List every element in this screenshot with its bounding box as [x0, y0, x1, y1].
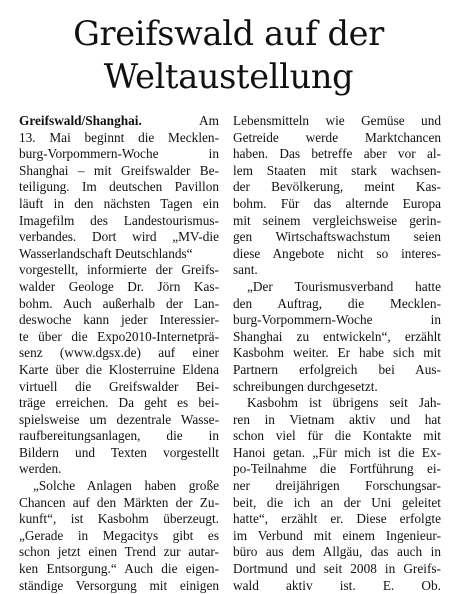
line-text: Am: [199, 113, 219, 128]
line-text: vorgestellt, informierte der Greifs-: [19, 262, 219, 278]
article-column-right: [233, 113, 441, 594]
line-text: ken Entsorgung.“ Auch die eigen-: [19, 561, 219, 577]
line-text: verbandes. Dort wird „MV-die: [19, 229, 219, 245]
line-text: haben. Das betreffe aber vor al-: [233, 146, 441, 162]
text-line: [233, 528, 441, 545]
line-text: Imagefilm des Landestourismus-: [19, 212, 219, 228]
text-line: [19, 395, 219, 412]
line-text: burg-Vorpommern-Woche in: [19, 146, 219, 162]
text-line: [19, 428, 219, 445]
line-text: Shanghai zu entwickeln“, erzählt: [233, 328, 441, 344]
line-text: Shanghai – mit Greifswalder Be-: [19, 162, 219, 178]
text-line: [233, 561, 441, 578]
line-text: werden.: [19, 461, 62, 477]
dateline: Greifswald/Shanghai.: [19, 113, 142, 128]
line-text: Partnern erfolgreich bei Aus-: [233, 361, 441, 377]
text-line: [19, 329, 219, 346]
line-text: Karte über die Klosterruine Eldena: [19, 361, 219, 377]
line-text: Bildern und Texten vorgestellt: [19, 444, 219, 460]
line-text: 13. Mai beginnt die Mecklen-: [19, 129, 219, 145]
line-text: ner dreijährigen Forschungsar-: [233, 478, 441, 494]
line-text: im Verbund mit einem Ingenieur-: [233, 527, 441, 543]
text-line: [233, 229, 441, 246]
text-line: [19, 246, 219, 263]
line-text: Hanoi getan. „Für mich ist die Ex-: [233, 444, 441, 460]
text-line: [19, 146, 219, 163]
line-text: mit seinem vergleichsweise gerin-: [233, 212, 441, 228]
line-text: ständige Versorgung mit einigen: [19, 577, 219, 593]
line-text: Chancen auf den Märkten der Zu-: [19, 494, 219, 510]
line-text: schreibungen durchgesetzt.: [233, 378, 378, 394]
line-text: wald aktiv ist. E. Ob.: [233, 577, 441, 593]
text-line: [19, 113, 219, 130]
text-line: [19, 511, 219, 528]
text-line: [233, 379, 441, 396]
line-text: Lebensmitteln wie Gemüse und: [233, 113, 441, 128]
line-text: läuft in den nächsten Tagen ein: [19, 195, 219, 211]
text-line: [233, 495, 441, 512]
text-line: [233, 163, 441, 180]
line-text: schon viel für die Kontakte mit: [233, 428, 441, 444]
text-line: [233, 312, 441, 329]
text-line: [233, 246, 441, 263]
text-line: [19, 412, 219, 429]
line-text: der Bevölkerung, meint Kas-: [233, 179, 441, 195]
line-text: raufbereitungsanlagen, die in: [19, 428, 219, 444]
line-text: burg-Vorpommern-Woche in: [233, 312, 441, 328]
text-line: [233, 428, 441, 445]
text-line: [19, 561, 219, 578]
text-line: [19, 130, 219, 147]
line-text: Wasserlandschaft Deutschlands“: [19, 245, 193, 261]
line-text: schon jetzt einen Trend zur autar-: [19, 544, 219, 560]
text-line: [233, 578, 441, 594]
text-line: [233, 395, 441, 412]
line-text: virtuell die Greifswalder Bei-: [19, 378, 219, 394]
line-text: spielsweise um dezentrale Wasse-: [19, 411, 219, 427]
text-line: [19, 229, 219, 246]
line-text: te über die Expo2010-Internetprä-: [19, 328, 219, 344]
line-text: träge erreichen. Da geht es bei-: [19, 395, 219, 411]
text-line: [19, 495, 219, 512]
article-column-left: [19, 113, 219, 594]
text-line: [19, 312, 219, 329]
text-line: [233, 461, 441, 478]
text-line: [19, 179, 219, 196]
text-line: [19, 296, 219, 313]
line-text: walder Geologe Dr. Jörn Kas-: [19, 278, 219, 294]
text-line: [233, 478, 441, 495]
text-line: [19, 445, 219, 462]
line-text: „Der Tourismusverband hatte: [247, 278, 441, 294]
line-text: bohm. Auch außerhalb der Lan-: [19, 295, 219, 311]
line-text: „Solche Anlagen haben große: [33, 478, 219, 494]
text-line: [233, 130, 441, 147]
line-text: gen Wirtschaftswachstum seien: [233, 229, 441, 245]
text-line: [19, 478, 219, 495]
line-text: „Gerade in Megacitys gibt es: [19, 527, 219, 543]
text-line: [19, 528, 219, 545]
text-line: [233, 146, 441, 163]
text-line: [19, 362, 219, 379]
line-text: deswoche kann jeder Interessier-: [19, 312, 219, 328]
line-text: den Auftrag, die Mecklen-: [233, 295, 441, 311]
text-line: [233, 279, 441, 296]
text-line: [233, 213, 441, 230]
text-line: [233, 511, 441, 528]
line-text: kunft“, ist Kasbohm überzeugt.: [19, 511, 219, 527]
text-line: [19, 163, 219, 180]
line-text: büro aus dem Allgäu, das auch in: [233, 544, 441, 560]
line-text: ren in Vietnam aktiv und hat: [233, 411, 441, 427]
text-line: [233, 262, 441, 279]
text-line: [19, 213, 219, 230]
text-line: [233, 296, 441, 313]
text-line: [19, 379, 219, 396]
line-text: senz (www.dgsx.de) auf einer: [19, 345, 219, 361]
line-text: po-Teilnahme die Fortführung ei-: [233, 461, 441, 477]
line-text: teiligung. Im deutschen Pavillon: [19, 179, 219, 195]
line-text: hatte“, erzählt er. Diese erfolgte: [233, 511, 441, 527]
text-line: [233, 329, 441, 346]
headline-line-2: Weltaustellung: [103, 57, 354, 96]
text-line: [19, 279, 219, 296]
article-headline: [0, 12, 457, 98]
text-line: [19, 461, 219, 478]
text-line: [19, 578, 219, 594]
line-text: sant.: [233, 262, 258, 278]
text-line: [19, 345, 219, 362]
text-line: [233, 345, 441, 362]
text-line: [19, 262, 219, 279]
headline-line-1: Greifswald auf der: [73, 14, 384, 53]
text-line: [233, 362, 441, 379]
text-line: [233, 113, 441, 130]
text-line: [233, 412, 441, 429]
text-line: [233, 445, 441, 462]
line-text: Kasbohm weiter. Er habe sich mit: [233, 345, 441, 361]
line-text: bohm. Für das alternde Europa: [233, 195, 441, 211]
line-text: lem Staaten mit stark wachsen-: [233, 162, 441, 178]
line-text: Kasbohm ist übrigens seit Jah-: [247, 395, 441, 411]
text-line: [233, 196, 441, 213]
text-line: [233, 179, 441, 196]
line-text: Getreide werde Marktchancen: [233, 129, 441, 145]
line-text: beit, die ich an der Uni geleitet: [233, 494, 441, 510]
line-text: diese Angebote nicht so interes-: [233, 245, 441, 261]
line-text: Dortmund und seit 2008 in Greifs-: [233, 561, 441, 577]
text-line: [19, 196, 219, 213]
